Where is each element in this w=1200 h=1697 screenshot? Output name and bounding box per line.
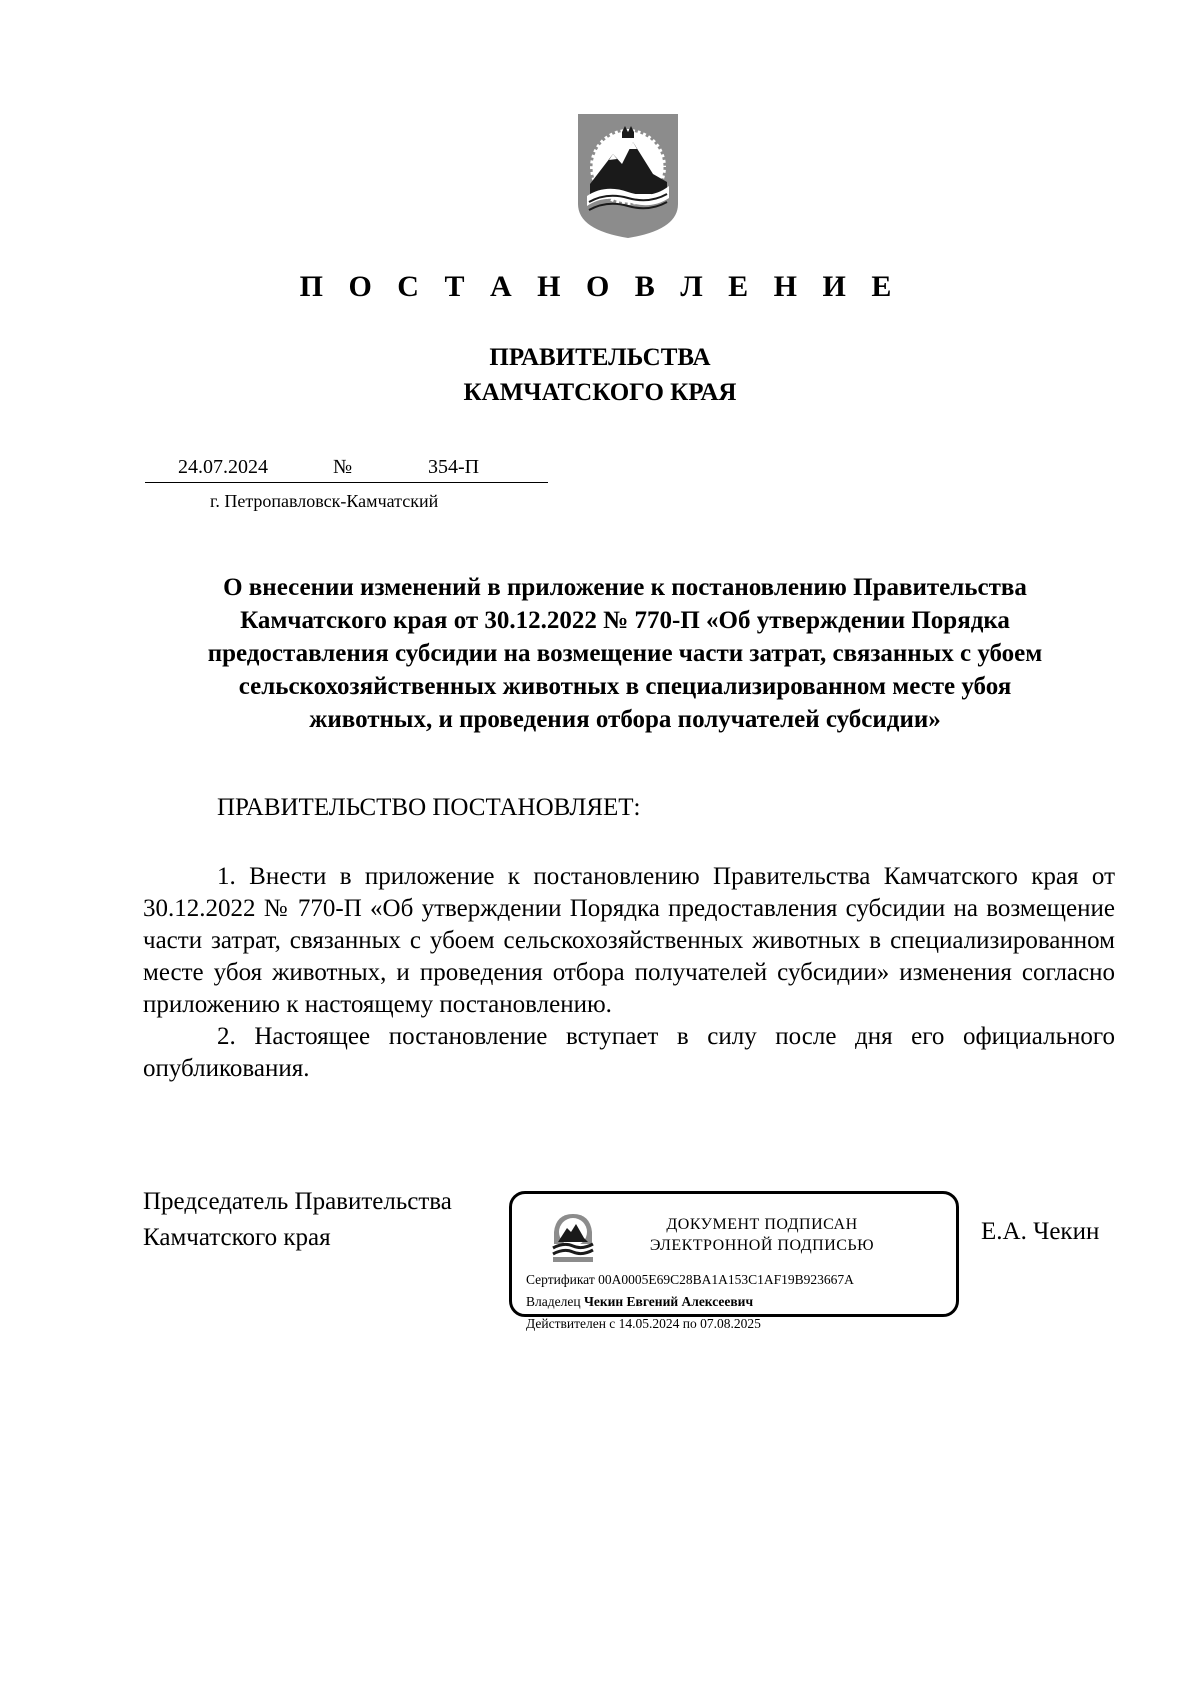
- city-label: г. Петропавловск-Камчатский: [210, 491, 439, 511]
- document-number: 354-П: [428, 456, 480, 478]
- valid-to-date: 07.08.2025: [700, 1316, 761, 1331]
- stamp-details: [526, 1269, 854, 1335]
- decree-phrase: ПРАВИТЕЛЬСТВО ПОСТАНОВЛЯЕТ:: [217, 794, 641, 821]
- signer-position: [143, 1184, 452, 1256]
- signer-name: Е.А. Чекин: [981, 1218, 1100, 1245]
- document-type-title: П О С Т А Н О В Л Е Н И Е: [299, 270, 901, 303]
- coat-of-arms-emblem: [575, 112, 681, 240]
- heading-line: Камчатского края от 30.12.2022 № 770-П «Об утверждении Порядка: [240, 607, 1010, 634]
- heading-line: предоставления субсидии на возмещение части затрат, связанных с убоем: [207, 640, 1043, 667]
- heading-line: О внесении изменений в приложение к постановлению Правительства: [223, 574, 1027, 601]
- valid-to-label: по: [682, 1316, 697, 1331]
- certificate-line: [526, 1269, 854, 1291]
- valid-from-label: Действителен с: [526, 1316, 616, 1331]
- valid-from-date: 14.05.2024: [618, 1316, 680, 1331]
- document-heading: [140, 571, 1110, 736]
- date-number-line: [145, 456, 548, 483]
- certificate-value: 00A0005E69C28BA1A153C1AF19B923667A: [598, 1272, 854, 1287]
- stamp-title-line-1: ДОКУМЕНТ ПОДПИСАН: [666, 1216, 858, 1233]
- electronic-signature-stamp: [509, 1191, 959, 1331]
- stamp-title-line-2: ЭЛЕКТРОННОЙ ПОДПИСЬЮ: [649, 1237, 875, 1254]
- document-date: 24.07.2024: [178, 456, 268, 478]
- signer-position-line-1: Председатель Правительства: [143, 1188, 452, 1215]
- stamp-emblem-icon: [550, 1210, 596, 1264]
- validity-line: [526, 1313, 854, 1335]
- paragraph-2: 2. Настоящее постановление вступает в силу после дня его официального опубликования.: [143, 1023, 1115, 1082]
- owner-value: Чекин Евгений Алексеевич: [583, 1294, 754, 1309]
- heading-line: животных, и проведения отбора получателей субсидии»: [309, 706, 941, 733]
- issuer-line-2: КАМЧАТСКОГО КРАЯ: [463, 379, 737, 406]
- document-body: [143, 861, 1115, 1085]
- issuer-block: [0, 340, 1200, 410]
- certificate-label: Сертификат: [526, 1272, 595, 1287]
- owner-label: Владелец: [526, 1294, 581, 1309]
- owner-line: [526, 1291, 854, 1313]
- number-sign: №: [333, 456, 353, 478]
- stamp-title: [612, 1214, 912, 1256]
- signer-position-line-2: Камчатского края: [143, 1224, 331, 1251]
- paragraph-1: 1. Внести в приложение к постановлению Правительства Камчатского края от 30.12.2022 № 770-П «Об утверждении Порядка предоставления субсидии на возмещение части затрат, связанных с убоем сельскохозяйственных животных в специализированном месте убоя животных, и проведения отбора получателей субсидии» изменения согласно приложению к настоящему постановлению.: [143, 863, 1115, 1018]
- heading-line: сельскохозяйственных животных в специализированном месте убоя: [238, 673, 1012, 700]
- issuer-line-1: ПРАВИТЕЛЬСТВА: [489, 344, 711, 371]
